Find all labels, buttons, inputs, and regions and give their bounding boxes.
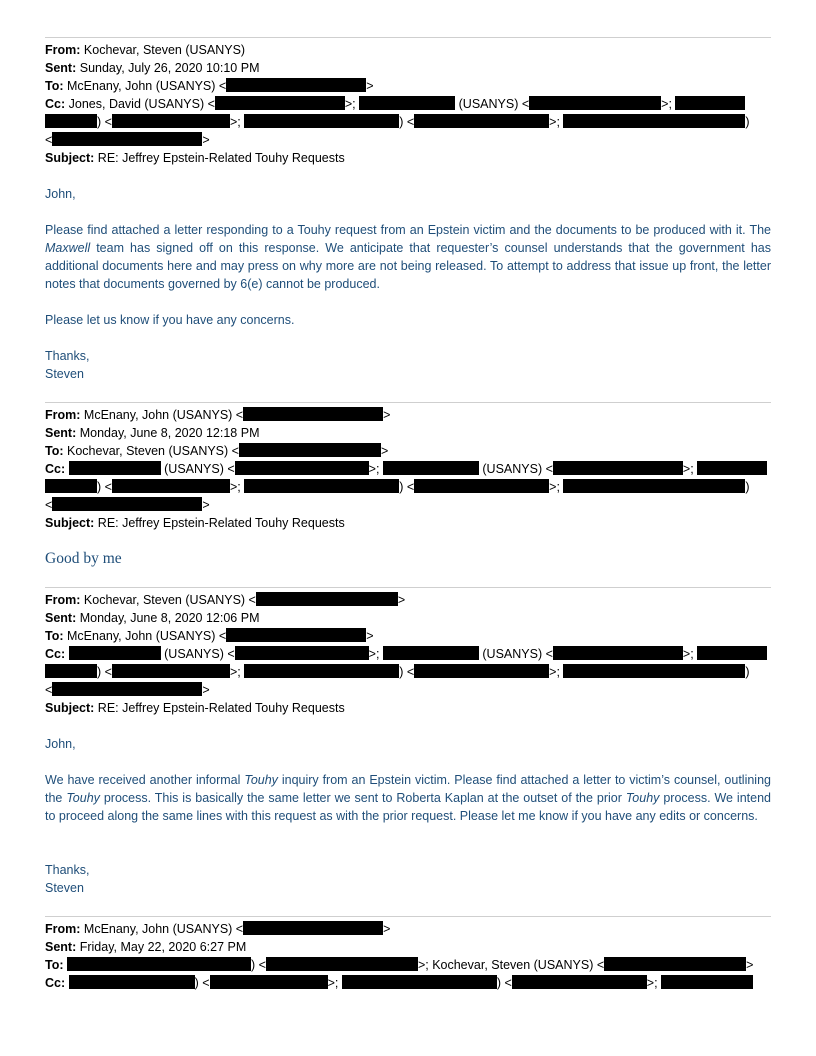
sent-date: Monday, June 8, 2020 12:06 PM: [79, 611, 260, 625]
redaction: [52, 132, 202, 146]
redaction: [243, 921, 383, 935]
redaction: [342, 975, 497, 989]
redaction: [244, 664, 399, 678]
redaction: [604, 957, 746, 971]
email-2-sent: Sent: Monday, June 8, 2020 12:18 PM: [45, 426, 260, 440]
email-1-cc-line-2: ) < >; ) < >; ): [45, 113, 771, 131]
sender: McEnany, John (USANYS) <: [83, 922, 244, 936]
sent-date: Friday, May 22, 2020 6:27 PM: [79, 940, 247, 954]
redaction: [69, 975, 195, 989]
email-3-signoff: Thanks,: [45, 863, 90, 877]
redaction: [553, 461, 683, 475]
email-2-body: Good by me: [45, 550, 122, 567]
redaction: [383, 461, 479, 475]
redaction: [414, 664, 549, 678]
redaction: [244, 479, 399, 493]
redaction: [226, 78, 366, 92]
redaction: [563, 114, 745, 128]
email-3-cc-line-1: Cc: (USANYS) < >; (USANYS) < >;: [45, 645, 771, 663]
redaction: [210, 975, 328, 989]
redaction: [112, 664, 230, 678]
redaction: [239, 443, 381, 457]
redaction: [383, 646, 479, 660]
redaction: [244, 114, 399, 128]
redaction: [414, 114, 549, 128]
redaction: [226, 628, 366, 642]
cc-recipient: Jones, David (USANYS) <: [68, 97, 215, 111]
email-2-cc-line-3: < >: [45, 498, 210, 512]
redaction: [414, 479, 549, 493]
redaction: [45, 664, 97, 678]
email-3-subject: Subject: RE: Jeffrey Epstein-Related Touhy Requests: [45, 701, 345, 715]
sent-date: Monday, June 8, 2020 12:18 PM: [79, 426, 260, 440]
redaction: [553, 646, 683, 660]
redaction: [697, 461, 767, 475]
redaction: [235, 646, 369, 660]
recipient: McEnany, John (USANYS) <: [67, 629, 227, 643]
redaction: [661, 975, 753, 989]
redaction: [52, 497, 202, 511]
divider: [45, 402, 771, 403]
email-3-signature: Steven: [45, 881, 84, 895]
email-4-sent: Sent: Friday, May 22, 2020 6:27 PM: [45, 940, 247, 954]
redaction: [266, 957, 418, 971]
redaction: [69, 461, 161, 475]
email-3-cc-line-2: ) < >; ) < >; ): [45, 663, 771, 681]
redaction: [675, 96, 745, 110]
redaction: [52, 682, 202, 696]
email-2-to: To: Kochevar, Steven (USANYS) < >: [45, 444, 389, 458]
sender: Kochevar, Steven (USANYS) <: [83, 593, 256, 607]
subject-text: RE: Jeffrey Epstein-Related Touhy Requests: [97, 151, 345, 165]
email-1-signature: Steven: [45, 367, 84, 381]
redaction: [359, 96, 455, 110]
email-3-to: To: McEnany, John (USANYS) < >: [45, 629, 374, 643]
divider: [45, 916, 771, 917]
email-4-to: To: ) < >; Kochevar, Steven (USANYS) < >: [45, 958, 754, 972]
redaction: [563, 479, 745, 493]
redaction: [563, 664, 745, 678]
recipient: McEnany, John (USANYS) <: [67, 79, 227, 93]
redaction: [529, 96, 661, 110]
email-1-to: To: McEnany, John (USANYS) < >: [45, 79, 374, 93]
email-1-signoff: Thanks,: [45, 349, 90, 363]
email-1-greeting: John,: [45, 187, 76, 201]
email-3-greeting: John,: [45, 737, 76, 751]
redaction: [256, 592, 398, 606]
redaction: [512, 975, 647, 989]
sender: Kochevar, Steven (USANYS): [83, 43, 246, 57]
redaction: [235, 461, 369, 475]
redaction: [112, 479, 230, 493]
recipient: Kochevar, Steven (USANYS) <: [67, 444, 239, 458]
email-3-sent: Sent: Monday, June 8, 2020 12:06 PM: [45, 611, 260, 625]
subject-text: RE: Jeffrey Epstein-Related Touhy Requests: [97, 701, 345, 715]
redaction: [67, 957, 251, 971]
email-4-cc-line-1: Cc: ) < >; ) < >;: [45, 974, 771, 992]
email-1-body-paragraph-2: Please let us know if you have any concerns.: [45, 313, 295, 327]
email-1-cc-line-3: < >: [45, 133, 210, 147]
email-3-cc-line-3: < >: [45, 683, 210, 697]
email-3-body-paragraph: We have received another informal Touhy inquiry from an Epstein victim. Please find attached a letter to victim’s counsel, outlining the Touhy process. This is basically the same letter we sent to Roberta Kaplan at the outset of the prior Touhy process. We intend to proceed along the same lines with this request as with the prior request. Please let me know if you have any edits or concerns.: [45, 773, 771, 823]
redaction: [215, 96, 345, 110]
sent-date: Sunday, July 26, 2020 10:10 PM: [79, 61, 260, 75]
sender: McEnany, John (USANYS) <: [83, 408, 244, 422]
redaction: [697, 646, 767, 660]
email-3-from: From: Kochevar, Steven (USANYS) < >: [45, 593, 406, 607]
email-1-sent: Sent: Sunday, July 26, 2020 10:10 PM: [45, 61, 260, 75]
email-1-from: From: Kochevar, Steven (USANYS): [45, 43, 246, 57]
email-2-cc-line-2: ) < >; ) < >; ): [45, 478, 771, 496]
email-1-subject: Subject: RE: Jeffrey Epstein-Related Touhy Requests: [45, 151, 345, 165]
email-2-cc-line-1: Cc: (USANYS) < >; (USANYS) < >;: [45, 460, 771, 478]
email-1-cc-line-1: Cc: Jones, David (USANYS) < >; (USANYS) < >;: [45, 95, 771, 113]
subject-text: RE: Jeffrey Epstein-Related Touhy Requests: [97, 516, 345, 530]
email-2-from: From: McEnany, John (USANYS) < >: [45, 408, 391, 422]
divider: [45, 37, 771, 38]
email-1-body-paragraph-1: Please find attached a letter responding to a Touhy request from an Epstein victim and the documents to be produced with it. The Maxwell team has signed off on this response. We anticipate that requester’s counsel understands that the government has additional documents here and may press on why more are not being released. To attempt to address that issue up front, the letter notes that documents governed by 6(e) cannot be produced.: [45, 223, 771, 291]
redaction: [45, 114, 97, 128]
divider: [45, 587, 771, 588]
email-2-subject: Subject: RE: Jeffrey Epstein-Related Touhy Requests: [45, 516, 345, 530]
redaction: [69, 646, 161, 660]
email-4-from: From: McEnany, John (USANYS) < >: [45, 922, 391, 936]
redaction: [112, 114, 230, 128]
redaction: [45, 479, 97, 493]
redaction: [243, 407, 383, 421]
